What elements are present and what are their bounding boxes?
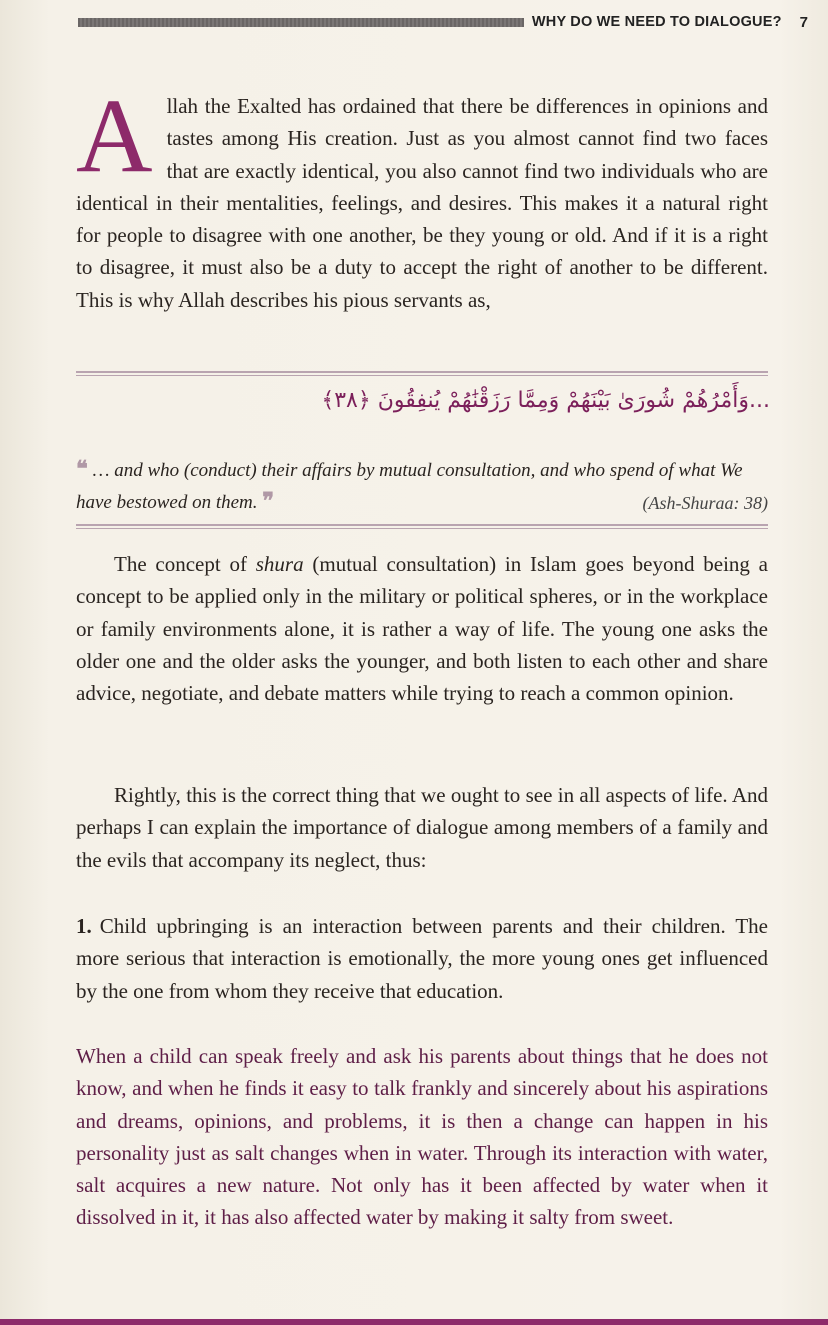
intro-text: llah the Exalted has ordained that there be differences in opinions and tastes among His creation. Just as you almost cannot find two faces that are exactly identical, you also cannot find two individuals who are identical in their mentalities, feelings, and desires. This makes it a natural right for people to disagree with one another, be they young or old. And if it is a right to disagree, it must also be a duty to accept the right of another to be different. This is why Allah describes his pious servants as, (76, 94, 768, 312)
arabic-verse: ...وَأَمْرُهُمْ شُورَىٰ بَيْنَهُمْ وَمِمَّا رَزَقْنَٰهُمْ يُنفِقُونَ ﴿٣٨﴾ (321, 388, 770, 413)
drop-cap: A (76, 77, 153, 194)
verse-translation (76, 454, 768, 518)
open-quote-icon: ❝ (76, 456, 88, 481)
bottom-edge (0, 1319, 828, 1325)
verse-bottom-rule (76, 524, 768, 529)
intro-paragraph (76, 77, 768, 316)
verse-reference: (Ash-Shuraa: 38) (642, 493, 768, 513)
rightly-paragraph: Rightly, this is the correct thing that we ought to see in all aspects of life. And perhaps I can explain the importance of dialogue among members of a family and the evils that accompany its neglect, thus: (76, 783, 768, 872)
header-rule (78, 18, 524, 27)
close-quote-icon: ❞ (262, 488, 275, 513)
verse-top-rule (76, 371, 768, 376)
shura-term: shura (255, 552, 304, 576)
page-number: 7 (799, 13, 808, 31)
translation-text: … and who (conduct) their affairs by mutual consultation, and who spend of what We have bestowed on them. (76, 460, 743, 513)
shura-text-start: The concept of (114, 552, 256, 576)
point-number: 1. (76, 914, 92, 938)
shura-text-end: (mutual consultation) in Islam goes beyond being a concept to be applied only in the military or political spheres, or in the workplace or family environments alone, it is rather a way of life. The young one asks the older one and the older asks the younger, and both listen to each other and share advice, negotiate, and debate matters while trying to reach a common opinion. (76, 552, 768, 706)
running-header (78, 10, 808, 34)
point-text: Child upbringing is an interaction between parents and their children. The more serious that interaction is emotionally, the more young ones get influenced by the one from whom they receive that education. (76, 914, 768, 1003)
child-paragraph: When a child can speak freely and ask his parents about things that he does not know, and when he finds it easy to talk frankly and sincerely about his aspirations and dreams, opinions, and problems, it is then a change can happen in his personality just as salt changes when in water. Through its interaction with water, salt acquires a new nature. Not only has it been affected by water when it dissolved in it, it has also affected water by making it salty from sweet. (76, 1044, 768, 1230)
chapter-title: WHY DO WE NEED TO DIALOGUE? (531, 14, 782, 30)
numbered-point-1 (76, 910, 768, 1007)
shura-paragraph (76, 548, 768, 709)
